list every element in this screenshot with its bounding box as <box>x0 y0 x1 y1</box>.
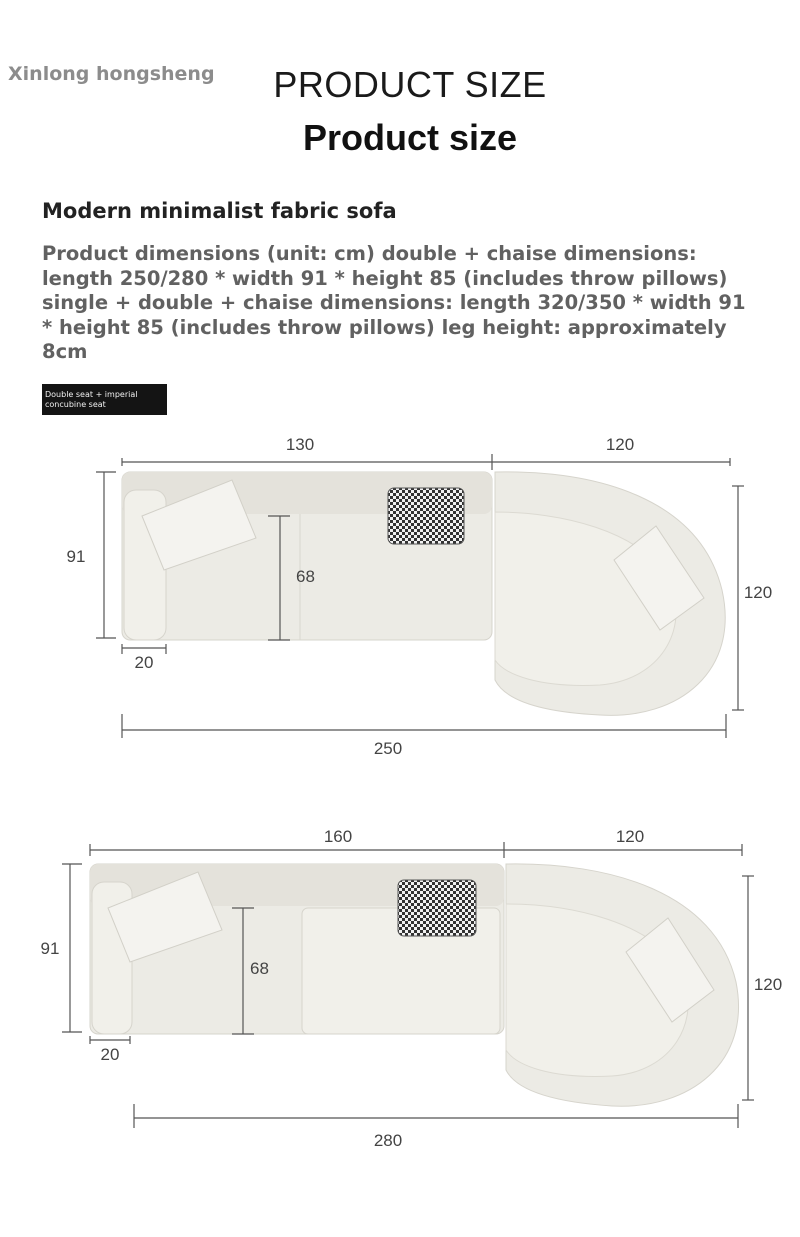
dim-seat-depth-label: 68 <box>296 567 315 586</box>
dim-arm-label: 20 <box>134 653 154 672</box>
dim-total-label: 280 <box>373 1131 403 1150</box>
dim-left <box>41 864 82 1032</box>
dim-top-right <box>504 827 742 856</box>
sofa-diagram-250-svg <box>0 430 800 770</box>
product-name: Modern minimalist fabric sofa <box>42 199 397 223</box>
dim-arm <box>90 1036 130 1064</box>
dim-total <box>134 1104 738 1150</box>
dim-right <box>742 876 782 1100</box>
dim-right <box>732 486 772 710</box>
dim-seat-depth-label: 68 <box>250 959 269 978</box>
dim-arm-label: 20 <box>100 1045 120 1064</box>
throw-pillow-patterned <box>398 880 476 936</box>
dim-right-label: 120 <box>743 583 773 602</box>
configuration-badge <box>42 384 167 415</box>
dim-right-label: 120 <box>753 975 783 994</box>
dim-left-label: 91 <box>66 547 86 566</box>
dim-total-label: 250 <box>373 739 403 758</box>
throw-pillow-patterned <box>388 488 464 544</box>
dim-top-left <box>90 827 504 858</box>
badge-line-1: Double seat + imperial <box>45 390 138 399</box>
sofa-shape-280 <box>90 864 739 1106</box>
dim-top-right-label: 120 <box>615 827 645 846</box>
sofa-diagram-280-svg <box>0 822 800 1162</box>
dim-left <box>67 472 116 638</box>
dim-top-right <box>492 435 730 466</box>
dim-top-left-label: 130 <box>285 435 315 454</box>
sofa-diagram-250 <box>0 430 800 770</box>
watermark: Xinlong hongsheng <box>6 58 270 90</box>
dim-arm <box>122 644 166 672</box>
sofa-diagram-280 <box>0 822 800 1162</box>
page-subtitle: Product size <box>302 117 518 158</box>
product-description: Product dimensions (unit: cm) double + chaise dimensions: length 250/280 * width 91 * height 85 (includes throw pillows) single + double + chaise dimensions: length 320/350 * width 91 * height 85 (includes throw pillows) leg height: approximately 8cm <box>42 242 746 363</box>
dim-left-label: 91 <box>40 939 60 958</box>
badge-line-2: concubine seat <box>45 400 106 409</box>
dim-top-left-label: 160 <box>323 827 353 846</box>
dim-top-left <box>122 435 492 470</box>
dim-total <box>122 714 726 758</box>
sofa-shape-250 <box>122 472 725 715</box>
dim-top-right-label: 120 <box>605 435 635 454</box>
page-title: PRODUCT SIZE <box>273 64 547 105</box>
